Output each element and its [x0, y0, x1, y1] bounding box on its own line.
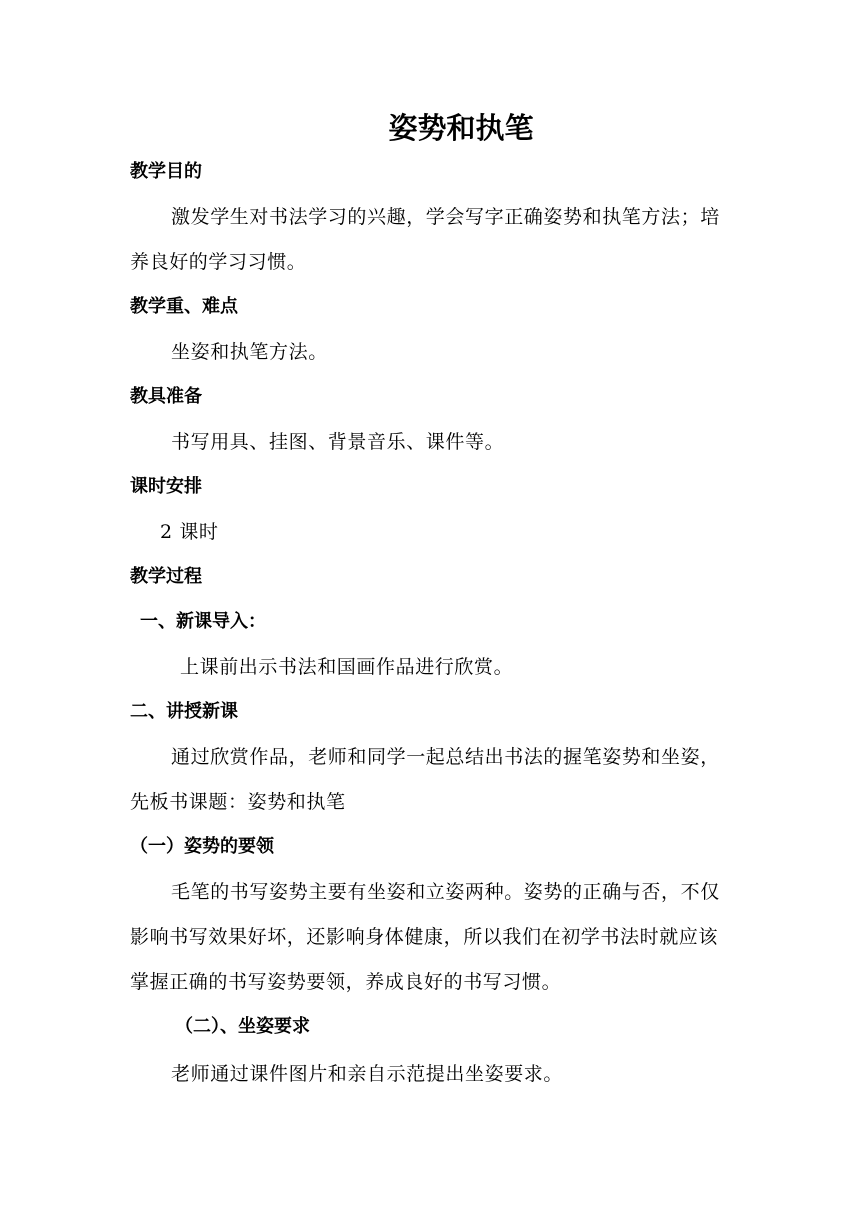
objective-heading: 教学目的 — [130, 161, 202, 182]
posture-heading: （一）姿势的要领 — [130, 836, 274, 857]
objective-text-line-1: 激发学生对书法学习的兴趣，学会写字正确姿势和执笔方法；培 — [171, 206, 720, 228]
keypoints-heading: 教学重、难点 — [130, 296, 238, 317]
materials-text: 书写用具、挂图、背景音乐、课件等。 — [171, 431, 505, 453]
new-lesson-heading: 二、讲授新课 — [130, 701, 238, 722]
new-lesson-text-line-2: 先板书课题：姿势和执笔 — [130, 791, 346, 813]
intro-heading: 一、新课导入： — [140, 611, 266, 632]
posture-text-line-2: 影响书写效果好坏，还影响身体健康，所以我们在初学书法时就应该 — [130, 926, 719, 948]
sitting-heading: （二）、坐姿要求 — [175, 1016, 310, 1037]
materials-heading: 教具准备 — [130, 386, 202, 407]
posture-text-line-1: 毛笔的书写姿势主要有坐姿和立姿两种。姿势的正确与否，不仅 — [171, 881, 720, 903]
objective-text-line-2: 养良好的学习习惯。 — [130, 251, 307, 273]
new-lesson-text-line-1: 通过欣赏作品，老师和同学一起总结出书法的握笔姿势和坐姿， — [171, 746, 720, 768]
keypoints-text: 坐姿和执笔方法。 — [171, 341, 328, 363]
schedule-text: 2 课时 — [160, 521, 219, 543]
intro-text: 上课前出示书法和国画作品进行欣赏。 — [180, 656, 514, 678]
posture-text-line-3: 掌握正确的书写姿势要领，养成良好的书写习惯。 — [130, 971, 562, 993]
schedule-heading: 课时安排 — [130, 476, 202, 497]
sitting-text: 老师通过课件图片和亲自示范提出坐姿要求。 — [171, 1063, 564, 1085]
document-title: 姿势和执笔 — [388, 111, 534, 145]
process-heading: 教学过程 — [130, 566, 202, 587]
